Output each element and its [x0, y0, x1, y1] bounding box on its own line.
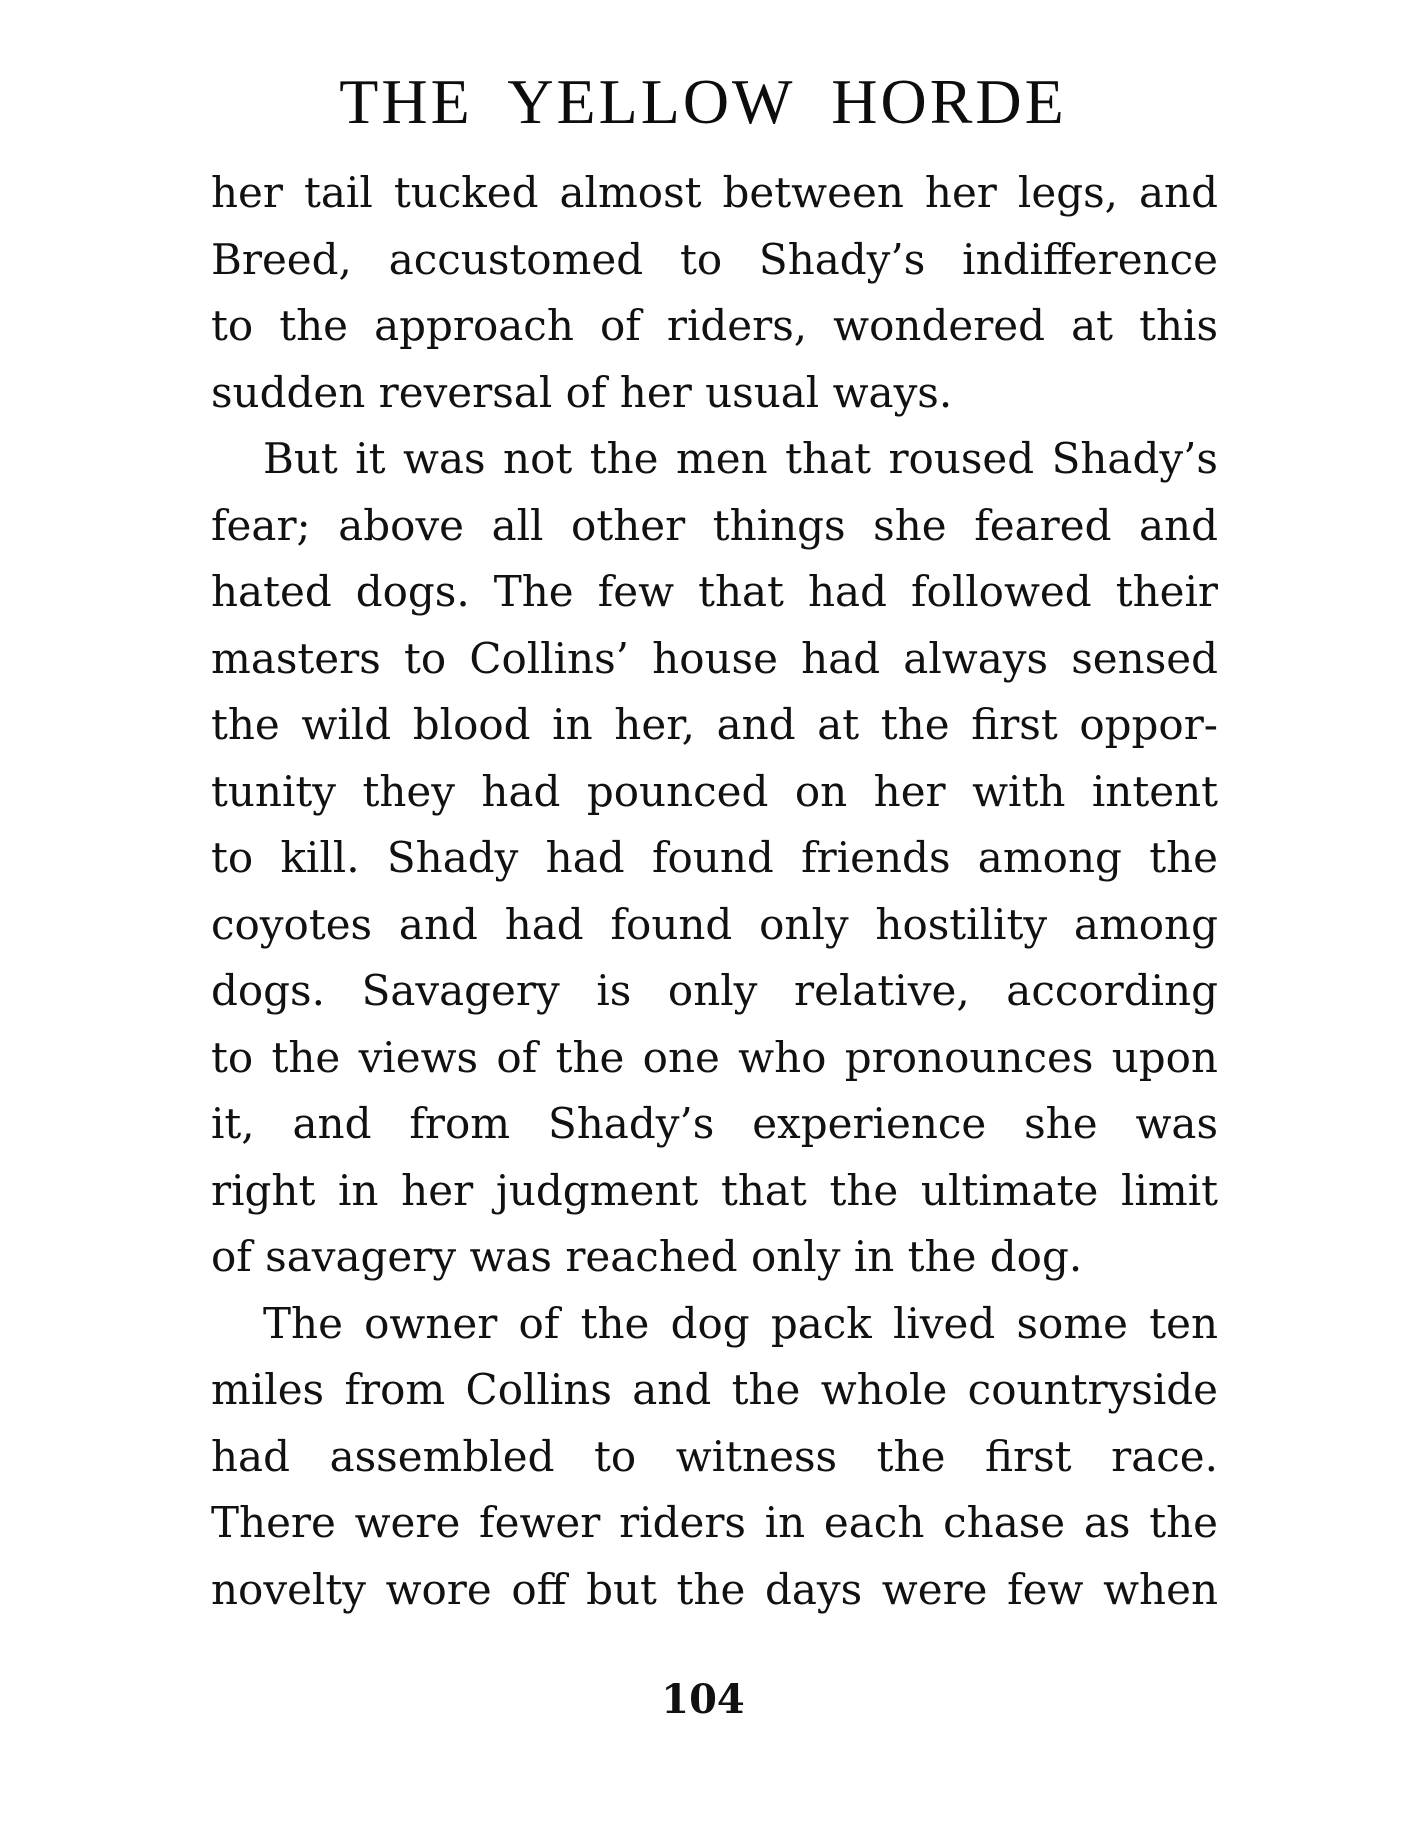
text-line: to the approach of riders, wondered at this	[211, 301, 1218, 350]
text-line: masters to Collins’ house had always sensed	[211, 633, 1218, 683]
text-line: hated dogs. The few that had followed their	[211, 567, 1218, 616]
paragraph-2	[211, 426, 1218, 1291]
text-line: But it was not the men that roused Shady’s	[263, 434, 1218, 483]
text-line: miles from Collins and the whole countryside	[211, 1365, 1218, 1414]
text-line: novelty wore off but the days were few when	[211, 1564, 1218, 1614]
text-line: tunity they had pounced on her with intent	[211, 766, 1218, 816]
text-line: to kill. Shady had found friends among the	[211, 833, 1218, 882]
text-line: her tail tucked almost between her legs, and	[211, 168, 1218, 217]
paragraph-3	[211, 1291, 1218, 1624]
page-number: 104	[661, 1676, 745, 1723]
text-line: sudden reversal of her usual ways.	[211, 367, 953, 417]
text-line: of savagery was reached only in the dog.	[211, 1232, 1083, 1281]
text-line: There were fewer riders in each chase as the	[211, 1498, 1218, 1547]
text-line: right in her judgment that the ultimate limit	[211, 1165, 1218, 1215]
text-line: to the views of the one who pronounces upon	[211, 1032, 1218, 1082]
text-line: coyotes and had found only hostility among	[211, 899, 1218, 949]
body-text	[211, 160, 1218, 1623]
text-line: The owner of the dog pack lived some ten	[263, 1298, 1218, 1348]
text-line: it, and from Shady’s experience she was	[211, 1099, 1218, 1148]
text-line: Breed, accustomed to Shady’s indifference	[211, 234, 1218, 284]
text-line: fear; above all other things she feared and	[211, 500, 1218, 550]
text-line: dogs. Savagery is only relative, according	[211, 966, 1218, 1015]
text-line: had assembled to witness the first race.	[211, 1431, 1218, 1481]
text-line: the wild blood in her, and at the first oppor-	[211, 700, 1218, 749]
paragraph-1	[211, 160, 1218, 426]
running-head: THE YELLOW HORDE	[339, 66, 1067, 137]
